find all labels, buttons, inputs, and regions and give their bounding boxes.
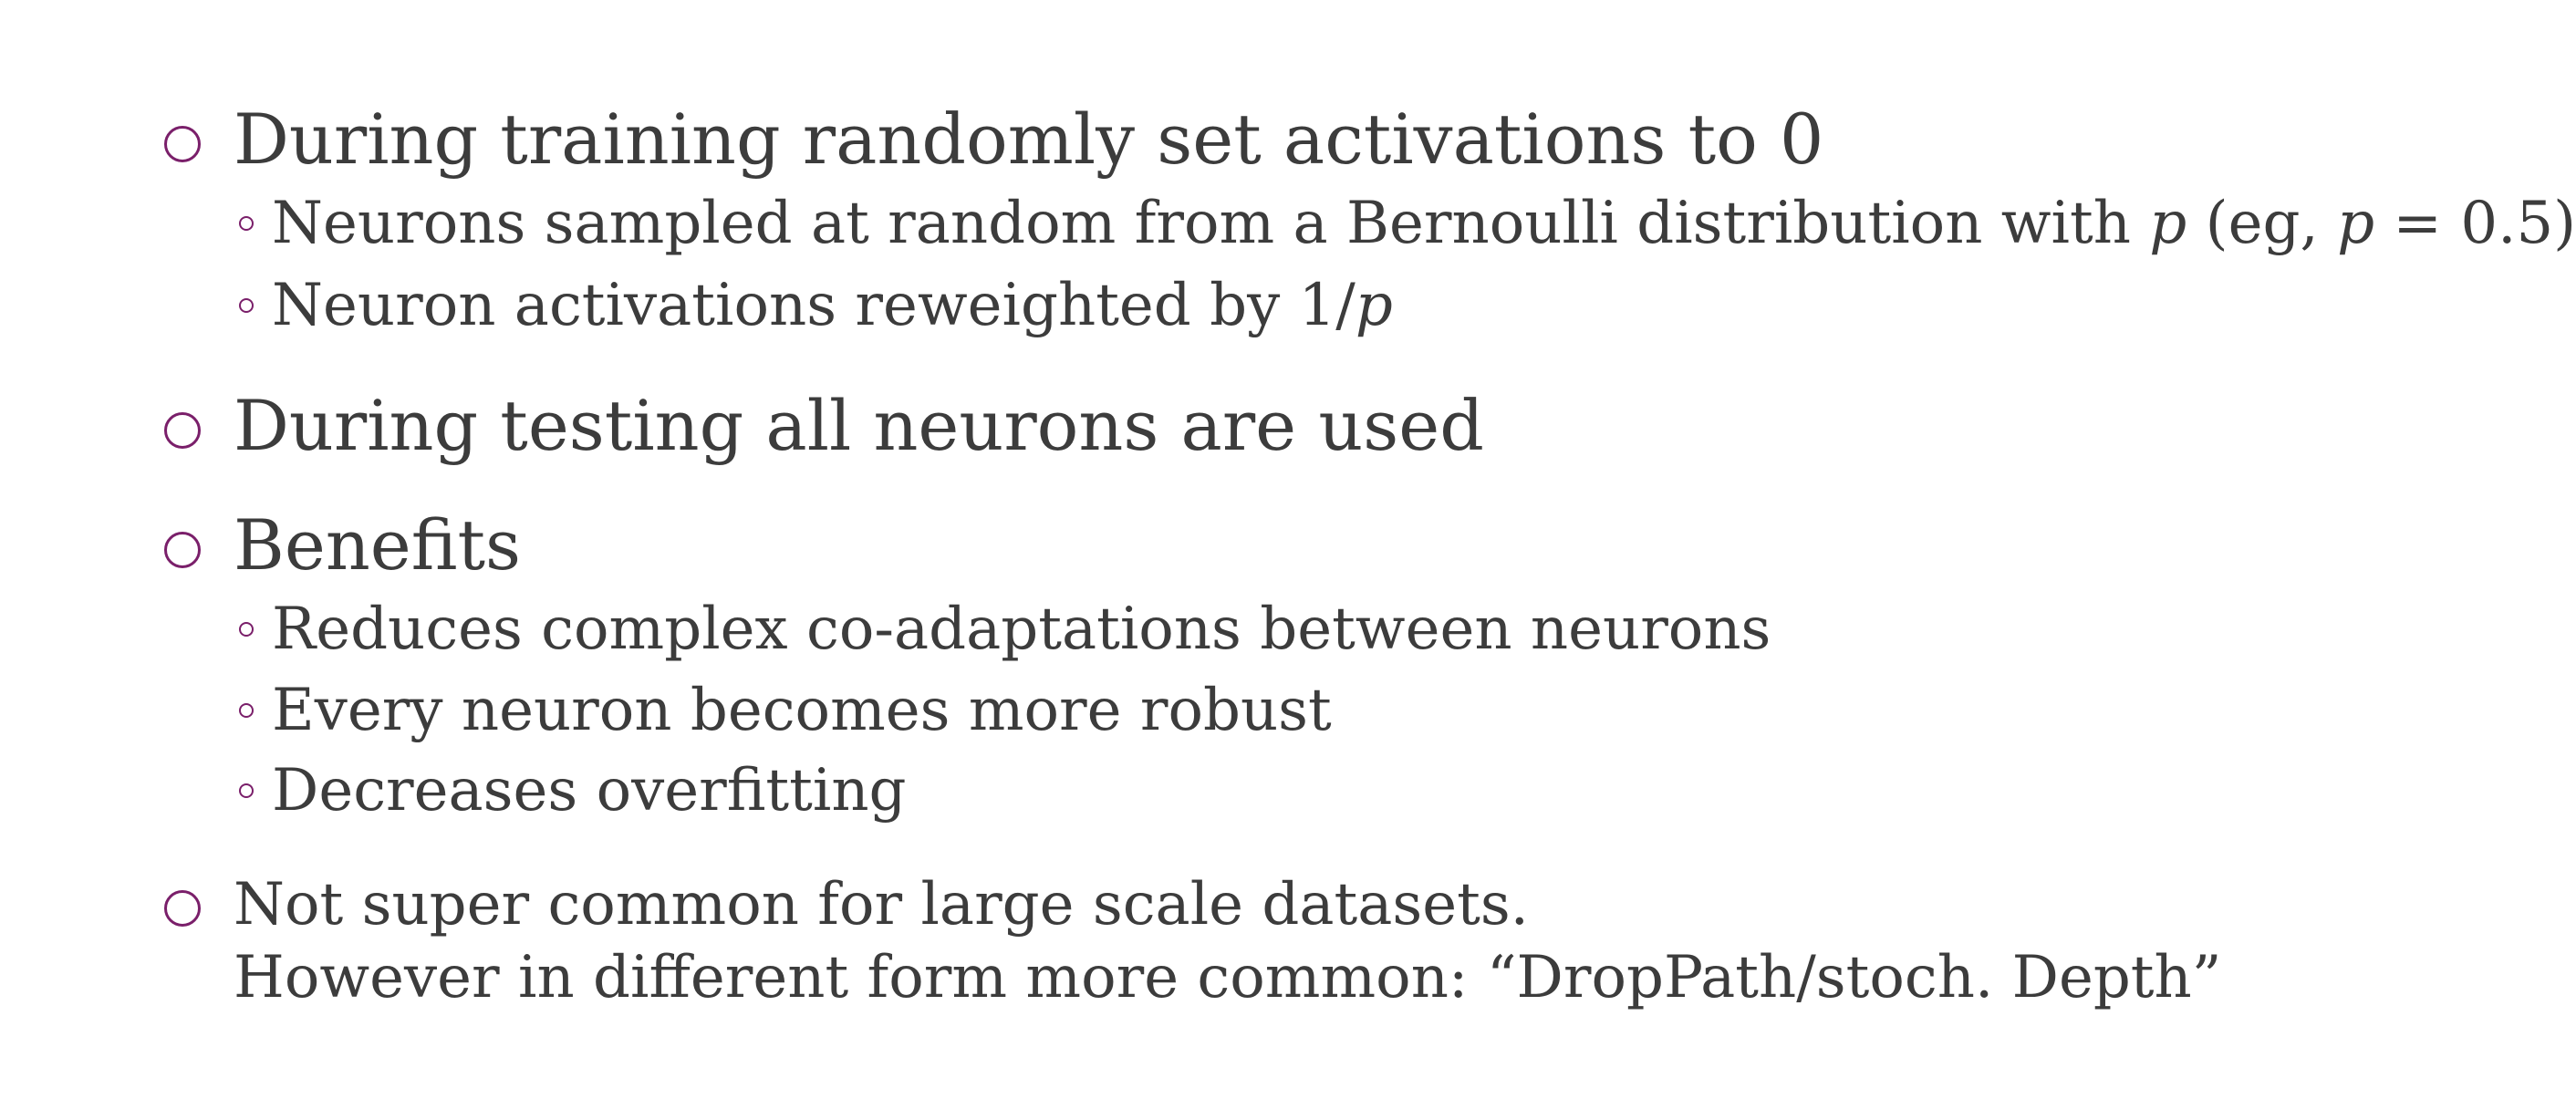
bullet-item-testing	[164, 385, 1484, 467]
hollow-circle-bullet-icon	[164, 890, 201, 927]
sub-bullet-text	[272, 187, 2576, 260]
small-circle-bullet-icon	[239, 783, 254, 798]
sub-bullet-text: Decreases overfitting	[272, 757, 907, 824]
bullet-item-droppath	[164, 868, 2221, 1014]
sub-bullet-text	[272, 269, 1393, 342]
small-circle-bullet-icon	[239, 622, 254, 637]
bullet-text: Benefits	[234, 504, 521, 586]
small-circle-bullet-icon	[239, 703, 254, 718]
hollow-circle-bullet-icon	[164, 126, 201, 162]
math-variable: p	[1355, 272, 1393, 339]
text-line: Not super common for large scale datasets.	[234, 871, 1529, 938]
small-circle-bullet-icon	[239, 216, 254, 231]
math-variable: p	[2149, 190, 2187, 257]
bullet-text	[234, 868, 2221, 1014]
text-line: However in different form more common: “DropPath/stoch. Depth”	[234, 944, 2222, 1011]
sub-bullet-robust	[239, 674, 1332, 747]
sub-bullet-text: Every neuron becomes more robust	[272, 677, 1332, 744]
sub-bullet-reweight	[239, 269, 1393, 342]
sub-bullet-coadaptations	[239, 593, 1771, 666]
bullet-item-training	[164, 98, 1823, 181]
text-segment: = 0.5)	[2374, 190, 2576, 257]
sub-bullet-overfitting	[239, 754, 907, 827]
text-segment: Neuron activations reweighted by 1/	[272, 272, 1356, 339]
hollow-circle-bullet-icon	[164, 412, 201, 449]
hollow-circle-bullet-icon	[164, 532, 201, 568]
text-segment: (eg,	[2186, 190, 2338, 257]
sub-bullet-bernoulli	[239, 187, 2576, 260]
text-segment: Neurons sampled at random from a Bernoulli distribution with	[272, 190, 2150, 257]
small-circle-bullet-icon	[239, 298, 254, 313]
sub-bullet-text: Reduces complex co-adaptations between neurons	[272, 596, 1771, 663]
bullet-text: During testing all neurons are used	[234, 385, 1484, 466]
bullet-item-benefits	[164, 504, 521, 586]
math-variable: p	[2337, 190, 2375, 257]
bullet-text: During training randomly set activations to 0	[234, 98, 1824, 180]
